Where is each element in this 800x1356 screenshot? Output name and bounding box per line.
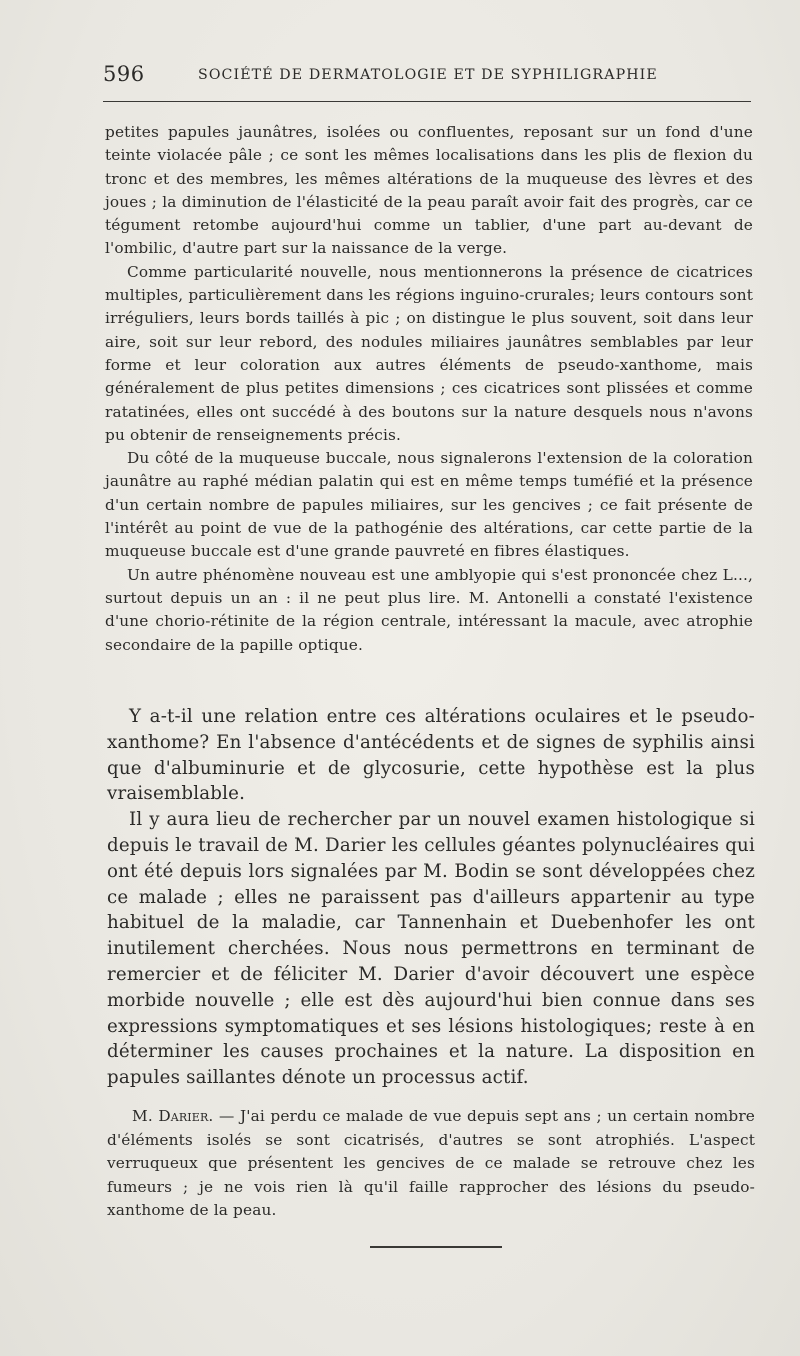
speaker-dash: — [218,1107,235,1125]
paragraph-hypothesis: Y a-t-il une relation entre ces altérations oculaires et le pseudo-xanthome? En l'absence d'antécédents et de signes de syphilis ainsi que d'albuminurie et de glycosurie, cette hypothèse est la plus vraisemblable. [107,706,755,805]
page-number: 596 [103,62,145,86]
header-rule [103,101,751,102]
discussion-text [107,704,755,1091]
end-rule [370,1246,502,1248]
paragraph-scars: Comme particularité nouvelle, nous mentionnerons la présence de cicatrices multiples, particulièrement dans les régions inguino-crurales; leurs contours sont irréguliers, leurs bords taillés à pic ; on distingue le plus souvent, soit dans leur aire, soit sur leur rebord, des nodules miliaires jaunâtres semblables par leur forme et leur coloration aux autres éléments de pseudo-xanthome, mais généralement de plus petites dimensions ; ces cicatrices sont plissées et comme ratatinées, elles ont succédé à des boutons sur la nature desquels nous n'avons pu obtenir de renseignements précis. [105,262,753,444]
darier-paragraph [107,1105,755,1223]
running-title: SOCIÉTÉ DE DERMATOLOGIE ET DE SYPHILIGRAPHIE [198,67,658,83]
case-report-text [105,121,753,657]
darier-reply [107,1105,755,1223]
running-head [103,62,753,92]
speaker-name: Darier. [158,1107,214,1125]
paragraph-continuation: petites papules jaunâtres, isolées ou confluentes, reposant sur un fond d'une teinte violacée pâle ; ce sont les mêmes localisations dans les plis de flexion du tronc et des membres, les mêmes altérations de la muqueuse des lèvres et des joues ; la diminution de l'élasticité de la peau paraît avoir fait des progrès, car ce tégument retombe aujourd'hui comme un tablier, d'une part au-devant de l'ombilic, d'autre part sur la naissance de la verge. [105,123,753,258]
paragraph-mucosa: Du côté de la muqueuse buccale, nous signalerons l'extension de la coloration jaunâtre au raphé médian palatin qui est en même temps tuméfié et la présence d'un certain nombre de papules miliaires, sur les gencives ; ce fait présente de l'intérêt au point de vue de la pathogénie des altérations, car cette partie de la muqueuse buccale est d'une grande pauvreté en fibres élastiques. [105,449,753,561]
paragraph-amblyopia: Un autre phénomène nouveau est une amblyopie qui s'est prononcée chez L..., surtout depuis un an : il ne peut plus lire. M. Antonelli a constaté l'existence d'une chorio-rétinite de la région centrale, intéressant la macule, avec atrophie secondaire de la papille optique. [105,565,753,654]
paragraph-conclusion: Il y aura lieu de rechercher par un nouvel examen histologique si depuis le travail de M. Darier les cellules géantes polynucléaires qui ont été depuis lors signalées par M. Bodin se sont développées chez ce malade ; elles ne paraissent pas d'ailleurs appartenir au type habituel de la maladie, car Tannenhain et Duebenhofer les ont inutilement cherchées. Nous nous permettrons en terminant de remercier et de féliciter M. Darier d'avoir découvert une espèce morbide nouvelle ; elle est dès aujourd'hui bien connue dans ses expressions symptomatiques et ses lésions histologiques; reste à en déterminer les causes prochaines et la nature. La disposition en papules saillantes dénote un processus actif. [107,809,755,1089]
darier-reply-text: J'ai perdu ce malade de vue depuis sept ans ; un certain nombre d'éléments isolés se sont cicatrisés, d'autres se sont atrophiés. L'aspect verruqueux que présentent les gencives de ce malade se retrouve chez les fumeurs ; je ne vois rien là qu'il faille rapprocher des lésions du pseudo-xanthome de la peau. [107,1107,755,1219]
speaker-prefix: M. [132,1107,153,1125]
